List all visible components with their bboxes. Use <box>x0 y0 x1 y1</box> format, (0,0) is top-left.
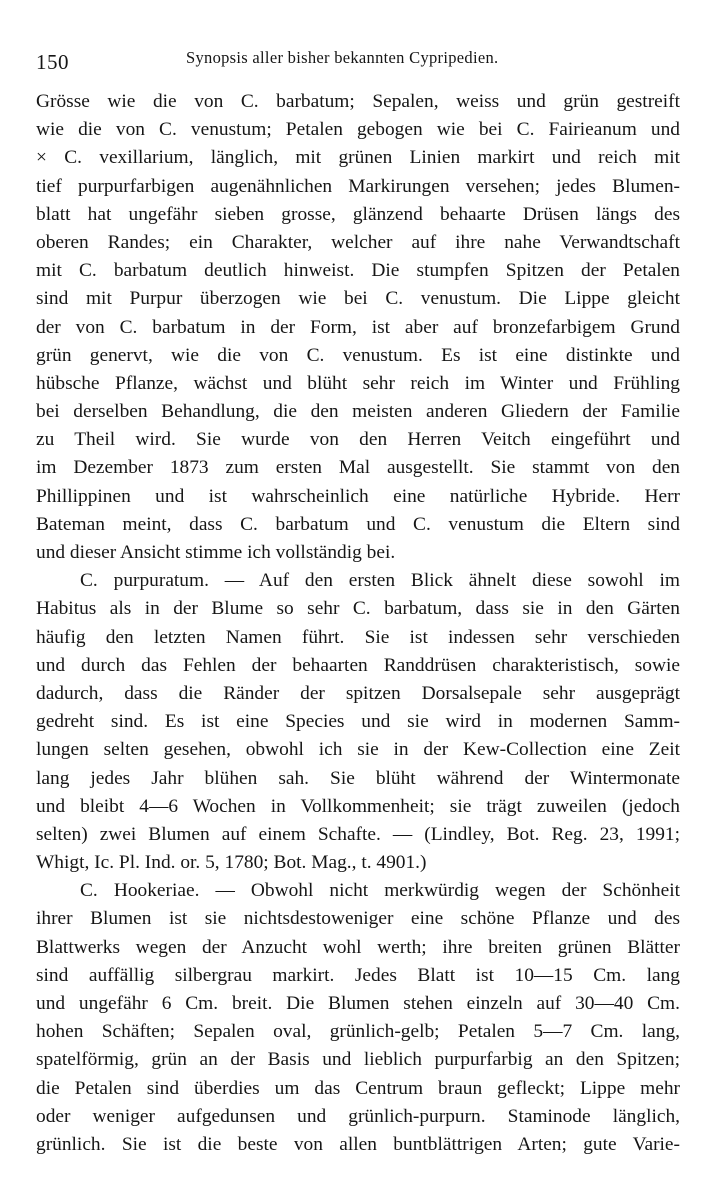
text-line: im Dezember 1873 zum ersten Mal ausgestellt. Sie stammt von den <box>36 457 680 479</box>
running-title: Synopsis aller bisher bekannten Cypripedien. <box>186 48 499 67</box>
text-line: sind auffällig silbergrau markirt. Jedes Blatt ist 10—15 Cm. lang <box>36 964 680 986</box>
body-text <box>36 88 680 1159</box>
page-number: 150 <box>36 50 69 74</box>
text-line: der von C. barbatum in der Form, ist aber auf bronzefarbigem Grund <box>36 316 680 338</box>
text-line: gedreht sind. Es ist eine Species und sie wird in modernen Samm- <box>36 711 680 733</box>
text-line: die Petalen sind überdies um das Centrum braun gefleckt; Lippe mehr <box>36 1077 680 1099</box>
text-line: grün genervt, wie die von C. venustum. Es ist eine distinkte und <box>36 344 680 366</box>
paragraph-start-line: C. Hookeriae. — Obwohl nicht merkwürdig wegen der Schönheit <box>80 880 680 902</box>
page-header <box>36 46 680 76</box>
text-line: Blattwerks wegen der Anzucht wohl werth; ihre breiten grünen Blätter <box>36 936 680 958</box>
text-line: lang jedes Jahr blühen sah. Sie blüht während der Wintermonate <box>36 767 680 789</box>
text-line: selten) zwei Blumen auf einem Schafte. — (Lindley, Bot. Reg. 23, 1991; <box>36 823 680 845</box>
text-line: grünlich. Sie ist die beste von allen buntblättrigen Arten; gute Varie- <box>36 1133 680 1155</box>
text-line: und durch das Fehlen der behaarten Randdrüsen charakteristisch, sowie <box>36 654 680 676</box>
text-line: ihrer Blumen ist sie nichtsdestoweniger eine schöne Pflanze und des <box>36 908 680 930</box>
text-line: und ungefähr 6 Cm. breit. Die Blumen stehen einzeln auf 30—40 Cm. <box>36 993 680 1014</box>
text-line: Habitus als in der Blume so sehr C. barbatum, dass sie in den Gärten <box>36 598 680 620</box>
text-line: dadurch, dass die Ränder der spitzen Dorsalsepale sehr ausgeprägt <box>36 682 680 704</box>
text-line: und bleibt 4—6 Wochen in Vollkommenheit; sie trägt zuweilen (jedoch <box>36 795 680 817</box>
text-line: hohen Schäften; Sepalen oval, grünlich-gelb; Petalen 5—7 Cm. lang, <box>36 1021 680 1043</box>
text-line: häufig den letzten Namen führt. Sie ist indessen sehr verschieden <box>36 626 680 648</box>
text-line: zu Theil wird. Sie wurde von den Herren Veitch eingeführt und <box>36 429 680 451</box>
text-line: bei derselben Behandlung, die den meisten anderen Gliedern der Familie <box>36 401 680 423</box>
text-line: oder weniger aufgedunsen und grünlich-purpurn. Staminode länglich, <box>36 1105 680 1127</box>
paragraph-start-line: C. purpuratum. — Auf den ersten Blick ähnelt diese sowohl im <box>80 570 680 592</box>
paragraph-end-line: und dieser Ansicht stimme ich vollständig bei. <box>36 542 396 563</box>
text-line: spatelförmig, grün an der Basis und lieblich purpurfarbig an den Spitzen; <box>36 1049 680 1071</box>
text-line: wie die von C. venustum; Petalen gebogen wie bei C. Fairieanum und <box>36 119 680 141</box>
text-line: hübsche Pflanze, wächst und blüht sehr reich im Winter und Frühling <box>36 372 680 394</box>
text-line: Phillippinen und ist wahrscheinlich eine natürliche Hybride. Herr <box>36 485 680 507</box>
text-line: oberen Randes; ein Charakter, welcher auf ihre nahe Verwandtschaft <box>36 231 680 253</box>
text-line: lungen selten gesehen, obwohl ich sie in der Kew-Collection eine Zeit <box>36 739 680 761</box>
text-line: tief purpurfarbigen augenähnlichen Markirungen versehen; jedes Blumen- <box>36 175 680 197</box>
text-line: Grösse wie die von C. barbatum; Sepalen, weiss und grün gestreift <box>36 91 680 112</box>
text-line: mit C. barbatum deutlich hinweist. Die stumpfen Spitzen der Petalen <box>36 260 680 282</box>
text-line: blatt hat ungefähr sieben grosse, glänzend behaarte Drüsen längs des <box>36 203 680 225</box>
text-line: sind mit Purpur überzogen wie bei C. venustum. Die Lippe gleicht <box>36 288 680 310</box>
text-line: Bateman meint, dass C. barbatum und C. venustum die Eltern sind <box>36 513 680 535</box>
paragraph-end-line: Whigt, Ic. Pl. Ind. or. 5, 1780; Bot. Mag., t. 4901.) <box>36 852 427 874</box>
text-line: × C. vexillarium, länglich, mit grünen Linien markirt und reich mit <box>36 147 680 169</box>
